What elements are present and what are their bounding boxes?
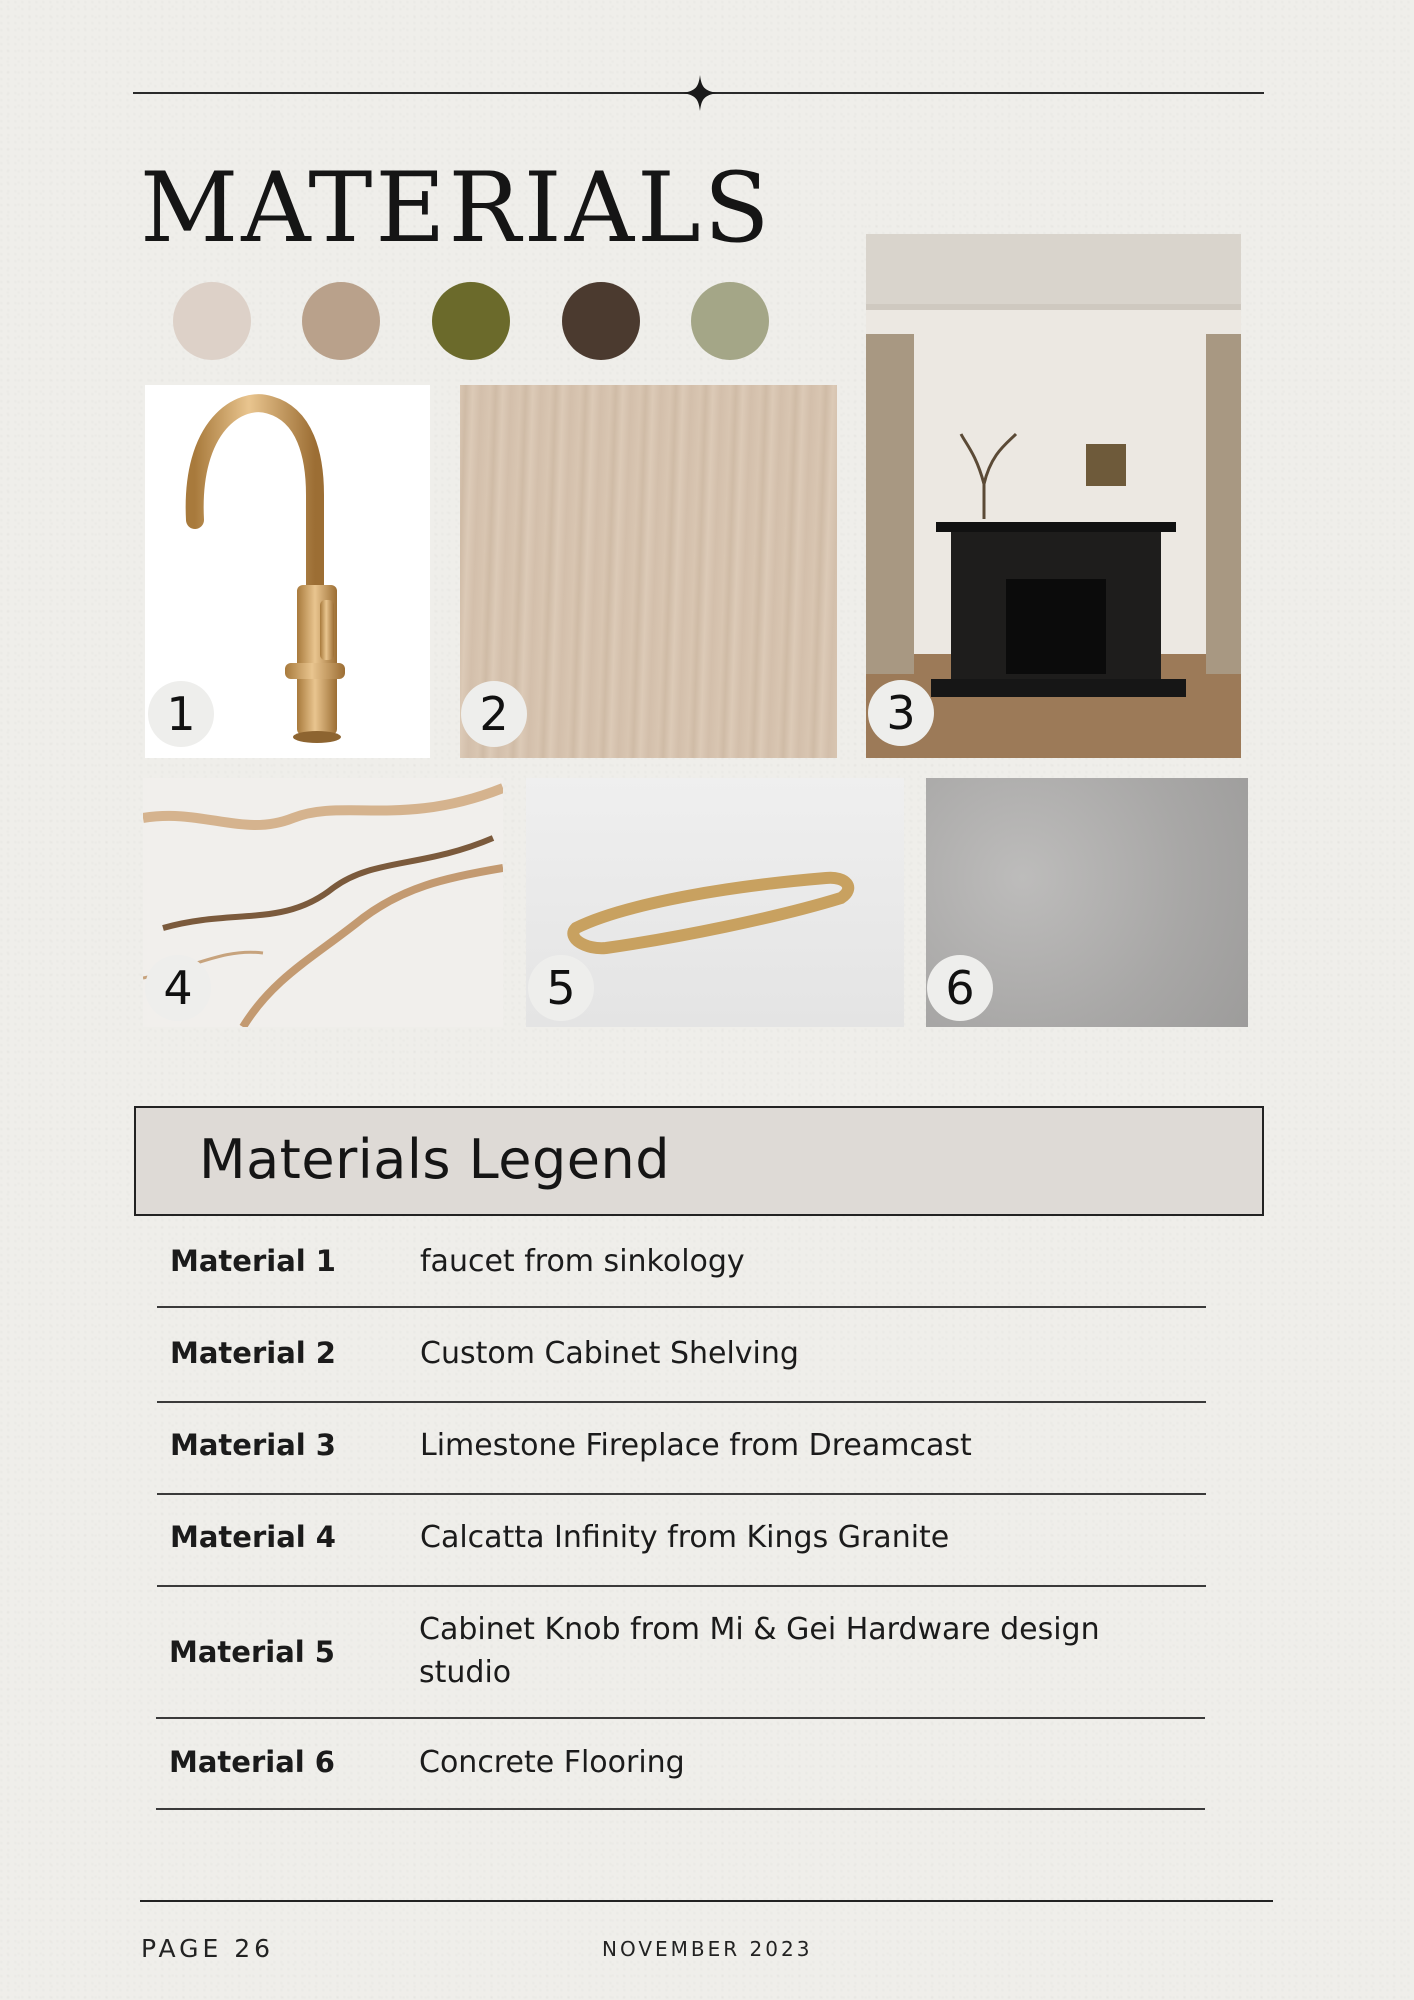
material-image-concrete xyxy=(926,778,1248,1027)
legend-row-desc: Calcatta Infinity from Kings Granite xyxy=(420,1520,950,1555)
color-swatch-5 xyxy=(691,282,769,360)
legend-row-divider xyxy=(157,1306,1206,1308)
legend-row-desc: faucet from sinkology xyxy=(420,1244,745,1279)
tile-number-badge: 1 xyxy=(148,681,214,747)
footer-divider xyxy=(140,1900,1273,1902)
material-image-marble xyxy=(143,778,503,1027)
legend-title: Materials Legend xyxy=(199,1128,671,1191)
material-image-wood xyxy=(460,385,837,758)
legend-row-desc: Custom Cabinet Shelving xyxy=(420,1336,799,1371)
legend-header xyxy=(134,1106,1264,1216)
legend-row-desc: Concrete Flooring xyxy=(419,1745,685,1780)
page-date: NOVEMBER 2023 xyxy=(602,1937,813,1961)
legend-row-label: Material 2 xyxy=(170,1336,336,1370)
color-swatch-2 xyxy=(302,282,380,360)
legend-row-label: Material 6 xyxy=(169,1745,335,1779)
tile-number-badge: 5 xyxy=(528,955,594,1021)
color-swatch-1 xyxy=(173,282,251,360)
legend-row-divider xyxy=(156,1717,1205,1719)
fireplace-illustration xyxy=(866,234,1241,758)
color-swatch-3 xyxy=(432,282,510,360)
tile-number-badge: 3 xyxy=(868,680,934,746)
legend-row-label: Material 4 xyxy=(170,1520,336,1554)
legend-row-desc: Limestone Fireplace from Dreamcast xyxy=(420,1428,972,1463)
legend-row-desc: Cabinet Knob from Mi & Gei Hardware design studio xyxy=(419,1612,1100,1690)
legend-row-divider xyxy=(157,1493,1206,1495)
material-image-fireplace xyxy=(866,234,1241,758)
legend-row-label: Material 3 xyxy=(170,1428,336,1462)
page-title: MATERIALS xyxy=(140,152,773,264)
tile-number-badge: 6 xyxy=(927,955,993,1021)
legend-row-divider xyxy=(157,1401,1206,1403)
color-swatch-4 xyxy=(562,282,640,360)
legend-row-label: Material 5 xyxy=(169,1635,335,1669)
material-image-knob xyxy=(526,778,904,1027)
legend-row-label: Material 1 xyxy=(170,1244,336,1278)
tile-number-badge: 4 xyxy=(145,955,211,1021)
legend-row-divider xyxy=(156,1808,1205,1810)
material-image-faucet xyxy=(145,385,430,758)
star-ornament-icon xyxy=(683,75,717,111)
tile-number-badge: 2 xyxy=(461,681,527,747)
page-number: PAGE 26 xyxy=(141,1934,275,1963)
legend-row-divider xyxy=(157,1585,1206,1587)
